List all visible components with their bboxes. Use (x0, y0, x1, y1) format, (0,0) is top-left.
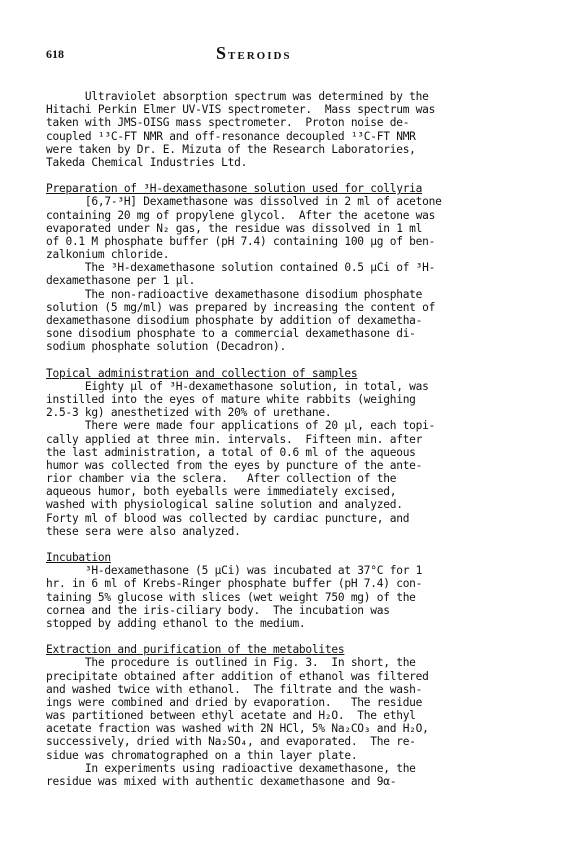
text-line: of 0.1 M phosphate buffer (pH 7.4) containing 100 μg of ben- (46, 234, 436, 248)
text-line: Takeda Chemical Industries Ltd. (46, 155, 248, 169)
text-line: hr. in 6 ml of Krebs-Ringer phosphate buffer (pH 7.4) con- (46, 577, 423, 591)
text-line: sodium phosphate solution (Decadron). (46, 340, 286, 354)
text-line: humor was collected from the eyes by puncture of the ante- (46, 458, 423, 472)
text-line: acetate fraction was washed with 2N HCl, 5% Na₂CO₃ and H₂O, (46, 722, 429, 736)
section-spacer (46, 354, 536, 367)
page-number: 618 (46, 47, 64, 61)
text-line: Ultraviolet absorption spectrum was determined by the (46, 90, 429, 103)
text-line: rior chamber via the sclera. After collection of the (46, 472, 397, 486)
text-line: these sera were also analyzed. (46, 524, 241, 538)
text-line: sone disodium phosphate to a commercial dexamethasone di- (46, 327, 416, 341)
text-line: The procedure is outlined in Fig. 3. In short, the (46, 656, 416, 670)
section-spacer (46, 630, 536, 643)
article-body (46, 90, 536, 788)
text-line: precipitate obtained after addition of ethanol was filtered (46, 669, 429, 683)
text-line: were taken by Dr. E. Mizuta of the Research Laboratories, (46, 142, 416, 156)
text-line: evaporated under N₂ gas, the residue was dissolved in 1 ml (46, 221, 423, 235)
text-line: residue was mixed with authentic dexamethasone and 9α- (46, 775, 397, 788)
text-line: ³H-dexamethasone (5 μCi) was incubated at 37°C for 1 (46, 564, 423, 578)
text-line: instilled into the eyes of mature white rabbits (weighing (46, 392, 416, 406)
text-line: taken with JMS-OISG mass spectrometer. Proton noise de- (46, 116, 410, 130)
text-line: cornea and the iris-ciliary body. The incubation was (46, 603, 390, 617)
text-line: coupled ¹³C-FT NMR and off-resonance decoupled ¹³C-FT NMR (46, 129, 416, 143)
text-line: the last administration, a total of 0.6 ml of the aqueous (46, 445, 416, 459)
section-heading: Extraction and purification of the metabolites (46, 643, 345, 657)
section-spacer (46, 169, 536, 182)
text-line: containing 20 mg of propylene glycol. After the acetone was (46, 208, 436, 222)
text-line: taining 5% glucose with slices (wet weight 750 mg) of the (46, 590, 416, 604)
journal-title (216, 43, 292, 64)
text-line: Forty ml of blood was collected by cardiac puncture, and (46, 511, 410, 525)
section-spacer (46, 538, 536, 551)
section-heading: Preparation of ³H-dexamethasone solution used for collyria (46, 182, 423, 196)
text-line: sidue was chromatographed on a thin layer plate. (46, 748, 358, 762)
text-line: Hitachi Perkin Elmer UV-VIS spectrometer. Mass spectrum was (46, 103, 436, 117)
text-line: stopped by adding ethanol to the medium. (46, 616, 306, 630)
text-line: ings were combined and dried by evaporation. The residue (46, 695, 423, 709)
text-line: dexamethasone per 1 μl. (46, 274, 196, 288)
text-line: Eighty μl of ³H-dexamethasone solution, in total, was (46, 379, 429, 393)
text-line: In experiments using radioactive dexamethasone, the (46, 761, 416, 775)
text-line: solution (5 mg/ml) was prepared by increasing the content of (46, 300, 436, 314)
text-line: aqueous humor, both eyeballs were immediately excised, (46, 485, 397, 499)
text-line: There were made four applications of 20 μl, each topi- (46, 419, 436, 433)
text-line: was partitioned between ethyl acetate and H₂O. The ethyl (46, 709, 416, 723)
text-line: and washed twice with ethanol. The filtrate and the wash- (46, 682, 423, 696)
text-line: The ³H-dexamethasone solution contained 0.5 μCi of ³H- (46, 261, 436, 275)
text-line: 2.5-3 kg) anesthetized with 20% of urethane. (46, 406, 332, 420)
journal-title-rest: TEROIDS (228, 50, 292, 62)
text-line: washed with physiological saline solution and analyzed. (46, 498, 403, 512)
text-line: [6,7-³H] Dexamethasone was dissolved in 2 ml of acetone (46, 195, 442, 209)
journal-title-initial: S (216, 43, 229, 63)
section-heading: Topical administration and collection of samples (46, 366, 358, 380)
text-line: The non-radioactive dexamethasone disodium phosphate (46, 287, 423, 301)
text-line: successively, dried with Na₂SO₄, and evaporated. The re- (46, 735, 416, 749)
section-heading: Incubation (46, 551, 111, 564)
text-line: cally applied at three min. intervals. Fifteen min. after (46, 432, 423, 446)
text-line: zalkonium chloride. (46, 248, 170, 262)
text-line: dexamethasone disodium phosphate by addition of dexametha- (46, 314, 423, 327)
